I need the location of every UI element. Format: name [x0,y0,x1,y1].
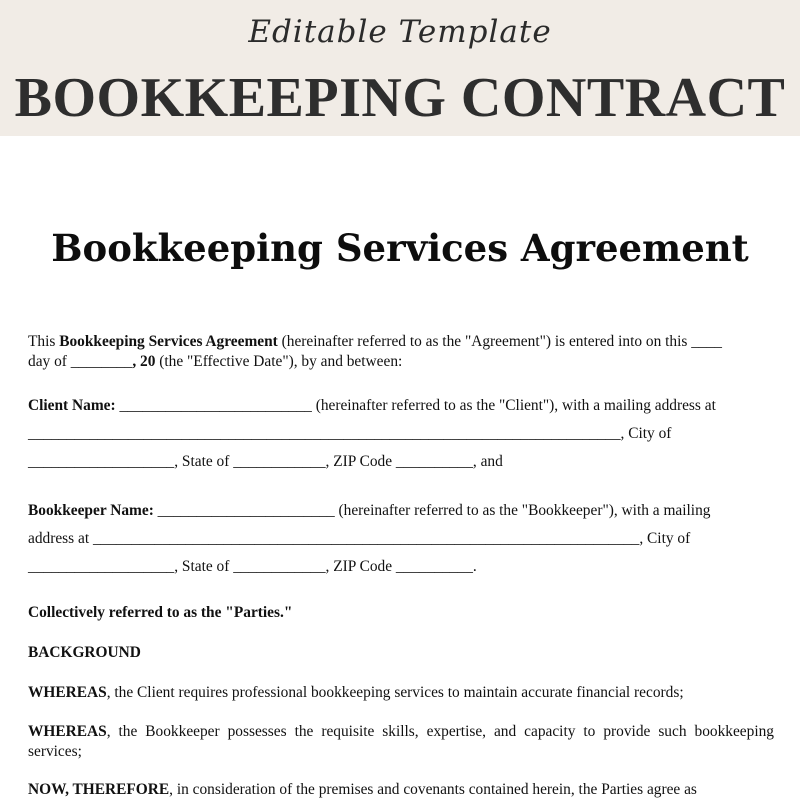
document-title: Bookkeeping Services Agreement [51,226,749,270]
bookkeeper-label: Bookkeeper Name: [28,502,154,519]
now-therefore-clause: NOW, THEREFORE, in consideration of the premises and covenants contained herein, the Parties agree as [28,781,697,798]
script-subtitle: Editable Template [248,14,552,50]
client-paragraph [28,392,774,476]
header-banner [0,0,800,136]
intro-line-1: This Bookkeeping Services Agreement (hereinafter referred to as the "Agreement") is entered into on this ____ [28,333,722,350]
intro-paragraph [28,332,774,372]
bookkeeper-paragraph [28,497,774,581]
bookkeeper-line-3: ___________________, State of ____________, ZIP Code __________. [28,558,477,575]
intro-line-2: day of ________, 20 (the "Effective Date"), by and between: [28,353,403,370]
whereas-clause-2: WHEREAS, the Bookkeeper possesses the requisite skills, expertise, and capacity to provide such bookkeeping services; [28,723,774,760]
bookkeeper-line-2: address at _______________________________________________________________________, City of [28,530,691,547]
parties-note: Collectively referred to as the "Parties." [28,604,293,621]
client-line-2: _____________________________________________________________________________, City of [28,425,672,442]
client-line-3: ___________________, State of ____________, ZIP Code __________, and [28,453,503,470]
client-line-1: Client Name: _________________________ (hereinafter referred to as the "Client"), with a mailing address at [28,397,716,414]
background-heading: BACKGROUND [28,644,141,661]
client-label: Client Name: [28,397,116,414]
bookkeeper-line-1: Bookkeeper Name: _______________________ (hereinafter referred to as the "Bookkeeper"), with a mailing [28,502,711,519]
whereas-clause-1: WHEREAS, the Client requires professional bookkeeping services to maintain accurate financial records; [28,684,684,701]
banner-title: BOOKKEEPING CONTRACT [14,67,786,129]
